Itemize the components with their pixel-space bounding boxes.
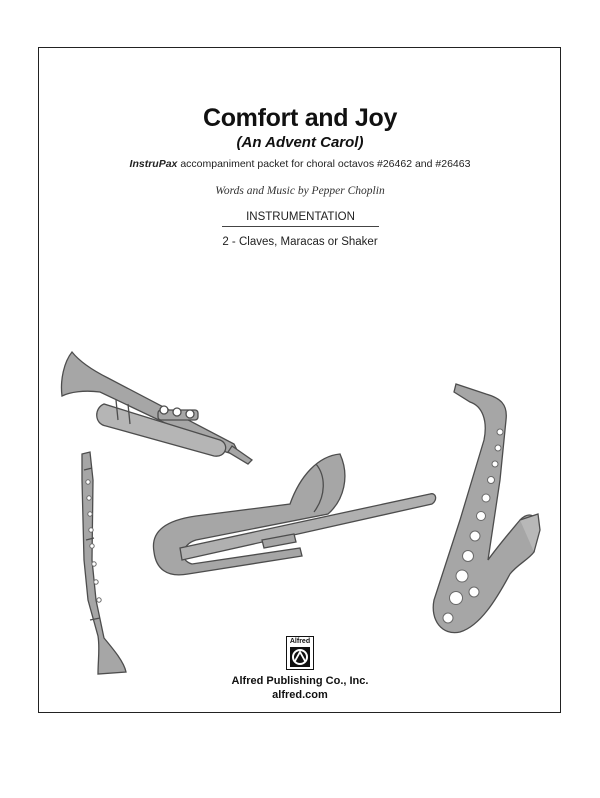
cover-title: Comfort and Joy — [202, 104, 398, 132]
clarinet-icon — [82, 452, 126, 674]
packet-brand: InstruPax — [129, 158, 178, 170]
instrumentation-item: 2 - Claves, Maracas or Shaker — [222, 236, 378, 248]
publisher-url: alfred.com — [272, 689, 328, 701]
cover-subtitle: (An Advent Carol) — [236, 134, 364, 151]
publisher-name: Alfred Publishing Co., Inc. — [231, 675, 369, 687]
trumpet-icon — [61, 352, 252, 464]
trombone-icon — [153, 454, 435, 575]
packet-text: accompaniment packet for choral octavos #26462 and #26463 — [177, 158, 471, 170]
composer-credit: Words and Music by Pepper Choplin — [215, 185, 385, 197]
publisher-logo — [286, 636, 314, 670]
saxophone-icon — [433, 384, 540, 633]
publisher-logo-mark-icon — [290, 647, 310, 667]
logo-wordmark: Alfred — [289, 638, 311, 645]
instrumentation-heading: INSTRUMENTATION — [222, 211, 379, 227]
